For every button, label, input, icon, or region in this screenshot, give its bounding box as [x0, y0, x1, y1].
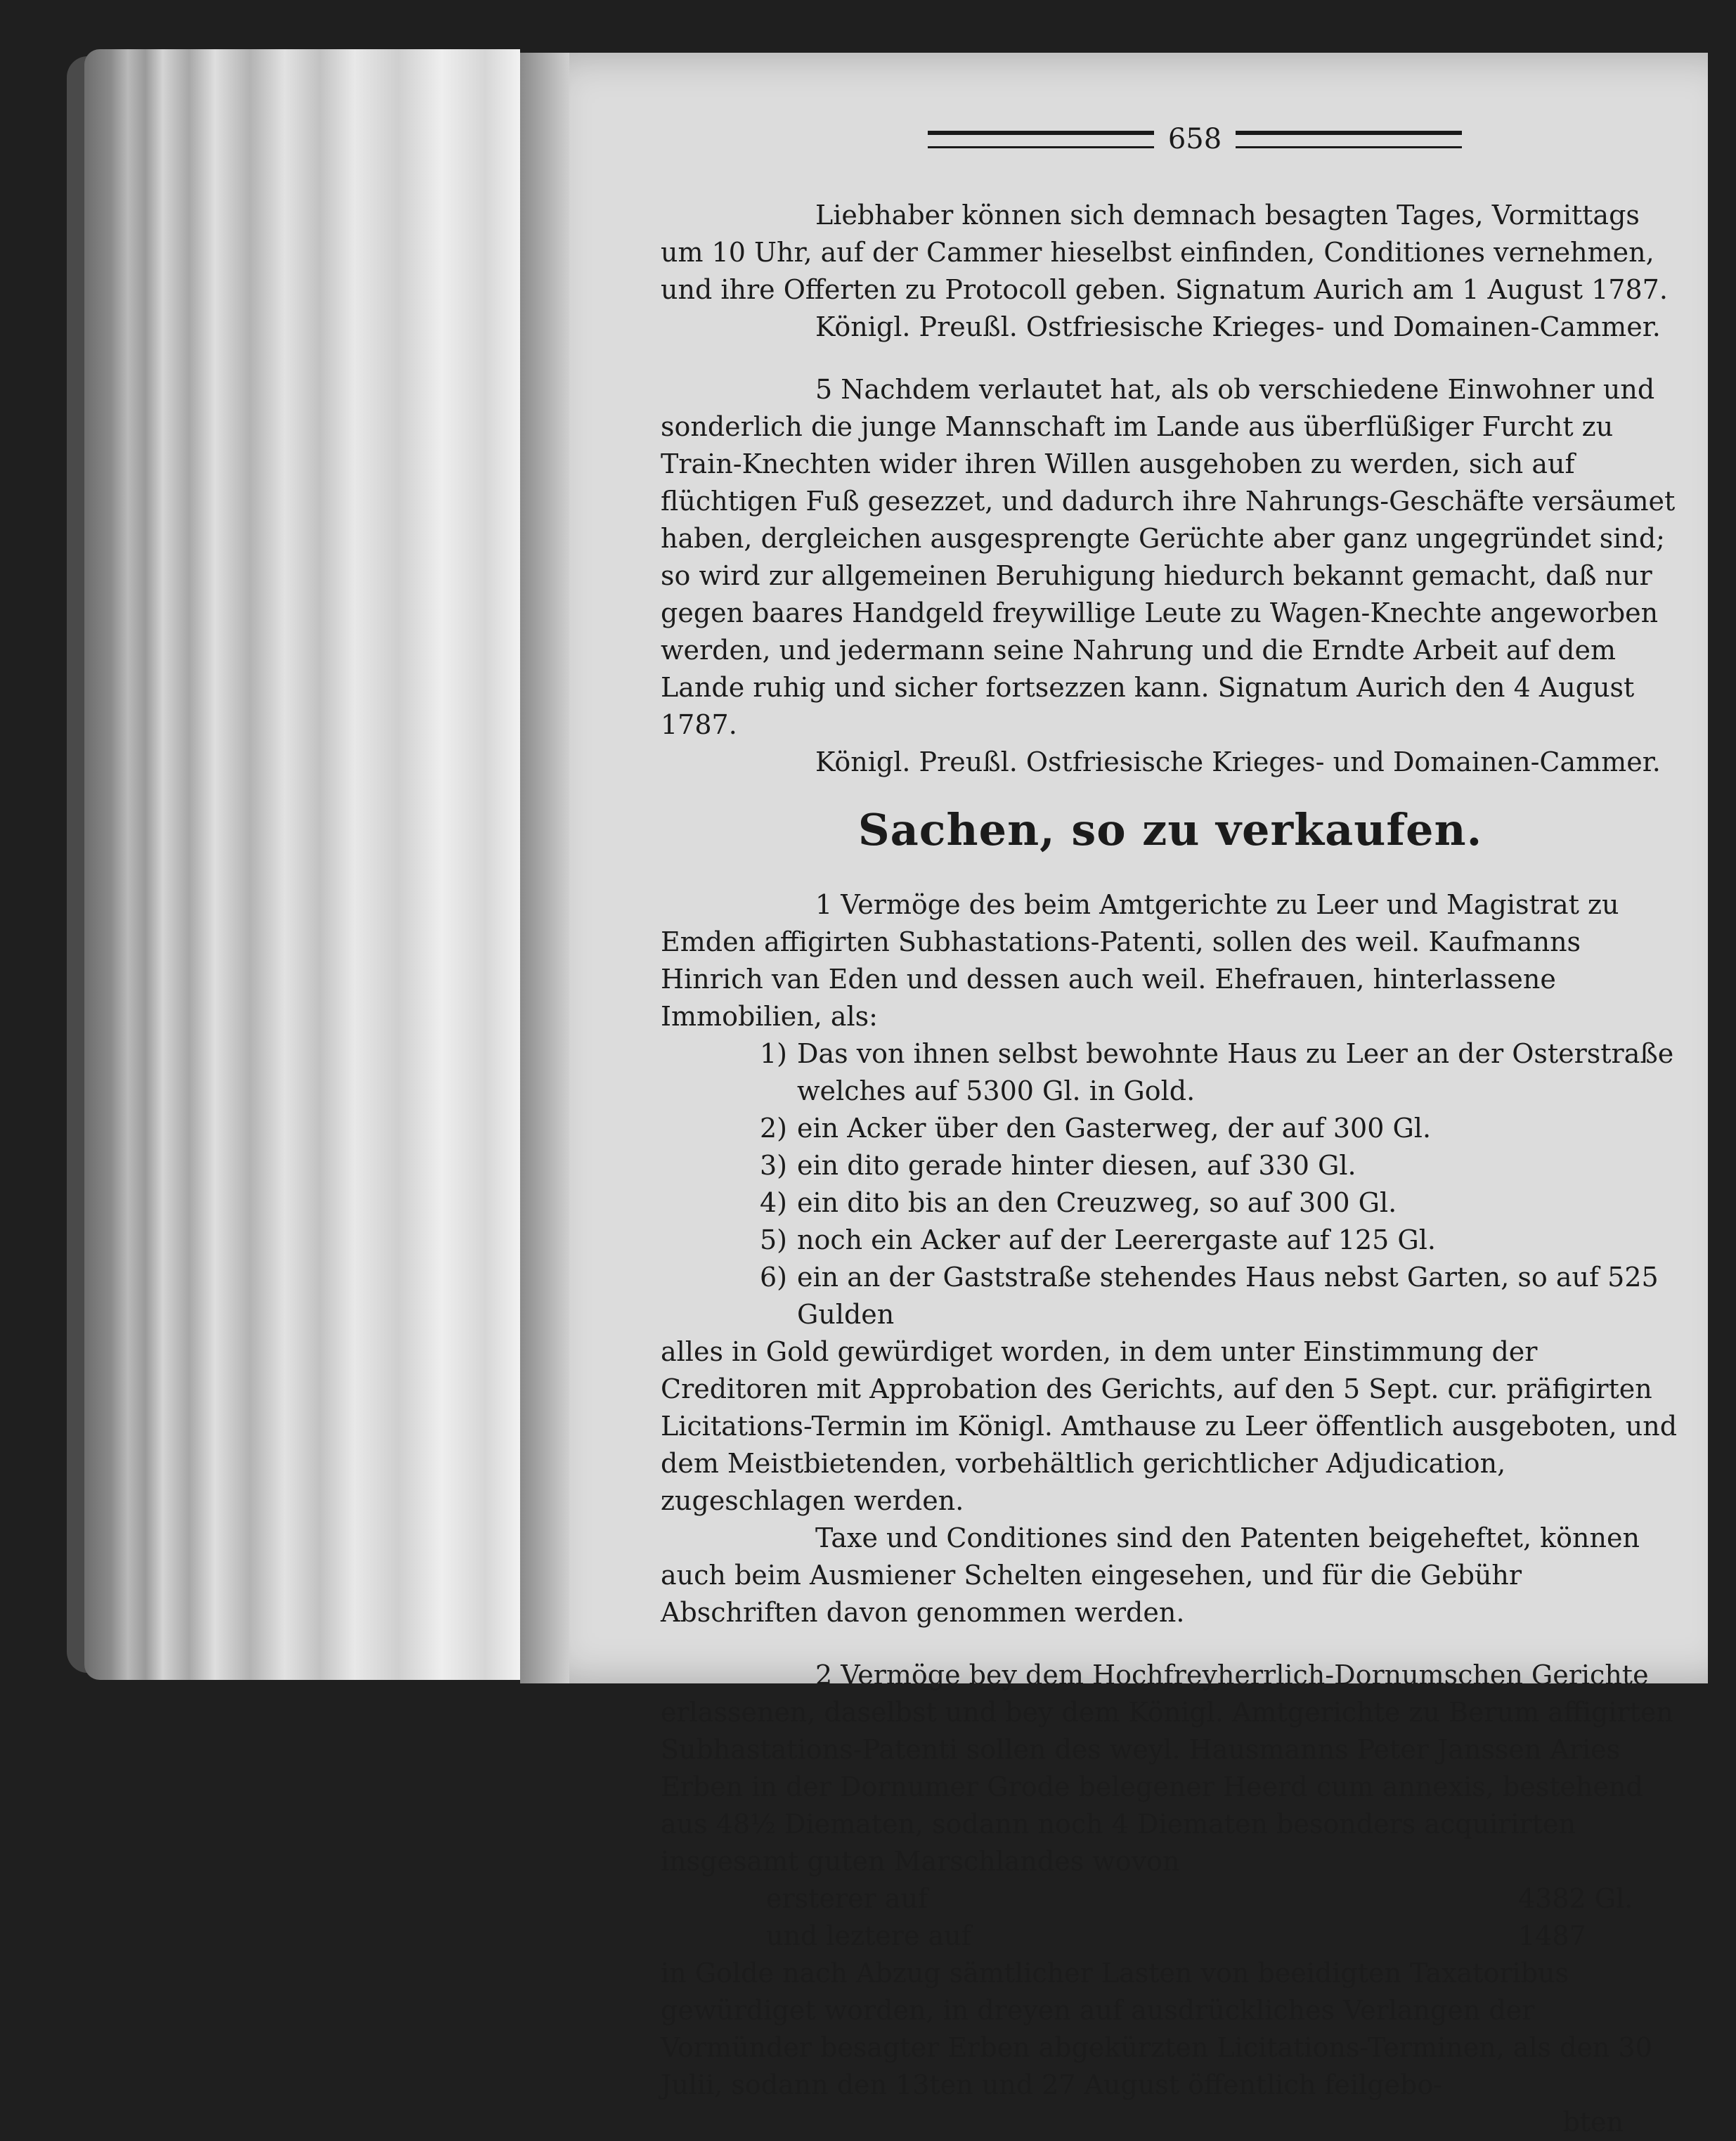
item-number: 3) — [759, 1150, 787, 1181]
header-rule-left — [928, 131, 1154, 148]
sale-1-note: Taxe und Conditiones sind den Patenten beigeheftet, können auch beim Ausmiener Schelten eingesehen, und für die Gebühr Abschriften davon genommen werden. — [661, 1522, 1640, 1628]
page-header — [928, 125, 1462, 153]
page-number: 658 — [1167, 123, 1222, 155]
list-item — [661, 1147, 1680, 1184]
sale-2-intro: 2 Vermöge bey dem Hochfreyherrlich-Dornumschen Gerichte erlassenen, daselbst und bey dem Königl. Amtgerichte zu Berum affigirten Subhastations-Patenti sollen des weyl. Hausmanns Peter Janssen Aries Erben in der Dornumer Grode belegener Heerd cum annexis, bestehend aus 48½ Diematen, sodann noch 4 Diematen besonders acquirirten insgesamt guten Marschlandes wovon — [661, 1660, 1673, 1877]
page-gutter — [520, 53, 569, 1683]
page-edges — [84, 49, 520, 1680]
item-number: 1) — [759, 1038, 787, 1069]
list-item — [661, 1110, 1680, 1147]
list-item — [661, 1184, 1680, 1222]
catchword: bten — [1562, 2107, 1624, 2137]
sale-1-text: alles in Gold gewürdiget worden, in dem unter Einstimmung der Creditoren mit Approbation des Gerichts, auf den 5 Sept. cur. präfigirten Licitations-Termin im Königl. Amthause zu Leer öffentlich ausgeboten, und dem Meistbietenden, vorbehältlich gerichtlicher Adjudication, zugeschlagen werden. — [661, 1336, 1678, 1516]
item-text: ein an der Gaststraße stehendes Haus nebst Garten, so auf 525 Gulden — [797, 1262, 1659, 1330]
price-value: 4382 Gl. — [1518, 1883, 1633, 1914]
item-number: 2) — [759, 1113, 787, 1144]
price-label: und leztere auf — [766, 1920, 971, 1951]
list-item — [661, 1035, 1680, 1110]
item-number: 5) — [759, 1224, 787, 1255]
auction-notice-end: Liebhaber können sich demnach besagten Tages, Vormittags um 10 Uhr, auf der Cammer hieselbst einfinden, Conditiones vernehmen, und ihre Offerten zu Protocoll geben. Signatum Aurich am 1 August 1787. — [661, 200, 1668, 305]
page-text — [661, 197, 1680, 2141]
item-number: 4) — [759, 1187, 787, 1218]
sale-1-intro: 1 Vermöge des beim Amtgerichte zu Leer und Magistrat zu Emden affigirten Subhastations-Patenti, sollen des weil. Kaufmanns Hinrich van Eden und dessen auch weil. Ehefrauen, hinterlassene Immobilien, als: — [661, 889, 1619, 1032]
notice-5-signature: Königl. Preußl. Ostfriesische Krieges- und Domainen-Cammer. — [815, 746, 1661, 777]
price-row — [661, 1880, 1680, 1917]
item-text: noch ein Acker auf der Leerergaste auf 125 Gl. — [797, 1224, 1437, 1255]
item-text: ein dito gerade hinter diesen, auf 330 Gl. — [797, 1150, 1356, 1181]
price-row — [661, 1917, 1680, 1955]
item-text: ein Acker über den Gasterweg, der auf 300 Gl. — [797, 1113, 1432, 1144]
header-rule-right — [1236, 131, 1462, 148]
list-item — [661, 1259, 1680, 1333]
sale-2-text: in Golde nach Abzug sämtlicher Lasten von beeidigten Taxatoribus gewürdiget worden, in dreyen auf ausdrückliches Verlangen der Vormünder besagter Erben abgekürzten Licitations-Terminen, als den 30 Julii, sodann den 13ten und 27 August öffentlich feilgebo- — [661, 1958, 1652, 2100]
notice-5: 5 Nachdem verlautet hat, als ob verschiedene Einwohner und sonderlich die junge Mannschaft im Lande aus überflüßiger Furcht zu Train-Knechten wider ihren Willen ausgehoben zu werden, sich auf flüchtigen Fuß gesezzet, und dadurch ihre Nahrungs-Geschäfte versäumet haben, dergleichen ausgesprengte Gerüchte aber ganz ungegründet sind; so wird zur allgemeinen Beruhigung hiedurch bekannt gemacht, daß nur gegen baares Handgeld freywillige Leute zu Wagen-Knechte angeworben werden, und jedermann seine Nahrung und die Erndte Arbeit auf dem Lande ruhig und sicher fortsezzen kann. Signatum Aurich den 4 August 1787. — [661, 374, 1676, 740]
price-value: 1487 — [1518, 1920, 1586, 1951]
notice-signature: Königl. Preußl. Ostfriesische Krieges- und Domainen-Cammer. — [815, 311, 1661, 342]
list-item — [661, 1222, 1680, 1259]
price-label: ersterer auf — [766, 1883, 928, 1914]
item-text: ein dito bis an den Creuzweg, so auf 300 Gl. — [797, 1187, 1397, 1218]
section-heading: Sachen, so zu verkaufen. — [857, 804, 1483, 855]
item-text: Das von ihnen selbst bewohnte Haus zu Leer an der Osterstraße welches auf 5300 Gl. in Gold. — [797, 1038, 1674, 1106]
item-number: 6) — [759, 1262, 787, 1293]
